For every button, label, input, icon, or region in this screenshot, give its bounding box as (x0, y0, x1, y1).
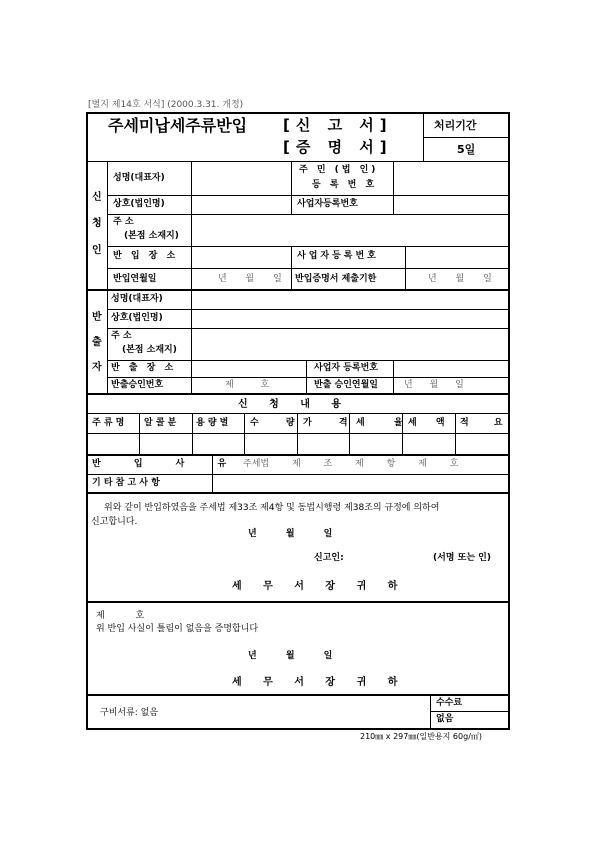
column-header: 알 콜 분 (144, 418, 177, 428)
form-header-note: [별지 제14호 서식] (2000.3.31. 개정) (88, 100, 244, 110)
shipper-approval-date-value[interactable]: 년 월 일 (404, 380, 464, 390)
applicant-bizno-field[interactable] (395, 197, 507, 213)
column-header: 가 격 (303, 418, 348, 428)
shipper-place-field[interactable] (193, 362, 304, 376)
applicant-resident-label-2: 등 록 번 호 (312, 180, 378, 190)
declaration-addressee: 세 무 서 장 귀 하 (232, 581, 407, 592)
declarant-label: 신고인: (314, 553, 344, 563)
applicant-date-label: 반입연월일 (113, 274, 157, 284)
declaration-date[interactable]: 년 월 일 (248, 529, 333, 539)
applicant-bizno2-field[interactable] (407, 248, 507, 267)
form-type-report: [신 고 서] (283, 116, 393, 134)
applicant-section-char: 인 (92, 245, 102, 256)
applicant-date-value[interactable]: 년 월 일 (218, 274, 282, 284)
shipper-company-field[interactable] (193, 311, 507, 327)
shipper-address-label-2: (본점 소재지) (122, 345, 177, 355)
certification-text: 위 반입 사실이 틀림이 없음을 증명합니다 (96, 624, 259, 634)
shipper-bizno-field[interactable] (395, 362, 507, 376)
paper-spec-note: 210㎜ x 297㎜(일반용지 60g/㎡) (360, 732, 483, 741)
shipper-address-field[interactable] (193, 330, 507, 359)
applicant-name-field[interactable] (193, 163, 289, 193)
shipper-section-char: 자 (92, 362, 102, 373)
shipper-company-label: 상호(법인명) (111, 313, 163, 323)
applicant-bizno-label: 사업자등록번호 (297, 199, 358, 209)
applicant-company-field[interactable] (193, 197, 289, 213)
applicant-section-char: 청 (92, 218, 102, 229)
signature-hint: (서명 또는 인) (433, 553, 491, 563)
column-header: 세 액 (408, 418, 445, 428)
fee-value: 없음 (436, 714, 454, 724)
applicant-resident-label-1: 주 민 (법 인) (299, 165, 379, 175)
column-header: 적 요 (460, 418, 503, 428)
certification-addressee: 세 무 서 장 귀 하 (232, 677, 407, 688)
applicant-deadline-value[interactable]: 년 월 일 (428, 274, 492, 284)
reason-label: 반 입 사 유 (92, 459, 227, 469)
declarant-name-field[interactable] (352, 551, 432, 565)
declaration-text-line1: 위와 같이 반입하였음을 주세법 제33조 제4항 및 동법시행령 제38조의 규정에 의하여 (104, 503, 440, 513)
fee-label: 수수료 (436, 698, 463, 708)
shipper-address-label-1: 주 소 (111, 331, 132, 341)
certification-number[interactable]: 제 호 (96, 611, 145, 621)
applicant-address-label-2: (본점 소재지) (124, 231, 179, 241)
processing-period-label: 처리기간 (434, 119, 477, 132)
required-documents: 구비서류: 없음 (100, 708, 159, 718)
applicant-company-label: 상호(법인명) (113, 199, 165, 209)
column-header: 용 량 별 (196, 418, 229, 428)
applicant-bizno2-label: 사업자등록번호 (297, 251, 379, 261)
other-notes-field[interactable] (214, 476, 507, 491)
shipper-approval-no-value[interactable]: 제 호 (225, 380, 270, 390)
applicant-address-label-1: 주 소 (113, 217, 134, 227)
shipper-approval-no-label: 반출승인번호 (111, 380, 164, 390)
column-header: 주 류 명 (92, 418, 125, 428)
shipper-section-char: 출 (92, 337, 102, 348)
details-title: 신 청 내 용 (238, 399, 351, 410)
details-entry-row[interactable] (88, 435, 508, 453)
applicant-deadline-label: 반입증명서 제출기한 (295, 274, 377, 284)
shipper-section-char: 반 (92, 312, 102, 323)
shipper-approval-date-label: 반출 승인연월일 (314, 380, 378, 390)
certification-date[interactable]: 년 월 일 (248, 651, 333, 661)
shipper-bizno-label: 사업자 등록번호 (314, 363, 378, 373)
shipper-place-label: 반 출 장 소 (111, 363, 177, 373)
column-header: 수 량 (250, 418, 295, 428)
applicant-section-char: 신 (92, 192, 102, 203)
column-header: 세 율 (356, 418, 403, 428)
reason-value[interactable]: 주세법 제 조 제 항 제 호 (243, 459, 459, 469)
shipper-name-field[interactable] (193, 292, 507, 308)
applicant-place-field[interactable] (193, 248, 289, 267)
applicant-resident-number-field[interactable] (395, 163, 507, 193)
processing-period-value: 5일 (457, 143, 476, 156)
applicant-place-label: 반 입 장 소 (113, 251, 179, 261)
declaration-text-line2: 신고합니다. (91, 517, 138, 527)
shipper-name-label: 성명(대표자) (111, 294, 163, 304)
form-type-certificate: [증 명 서] (283, 138, 393, 156)
applicant-name-label: 성명(대표자) (113, 173, 165, 183)
form-title: 주세미납세주류반입 (108, 116, 248, 135)
applicant-address-field[interactable] (193, 216, 507, 245)
other-notes-label: 기 타 참 고 사 항 (92, 478, 160, 488)
